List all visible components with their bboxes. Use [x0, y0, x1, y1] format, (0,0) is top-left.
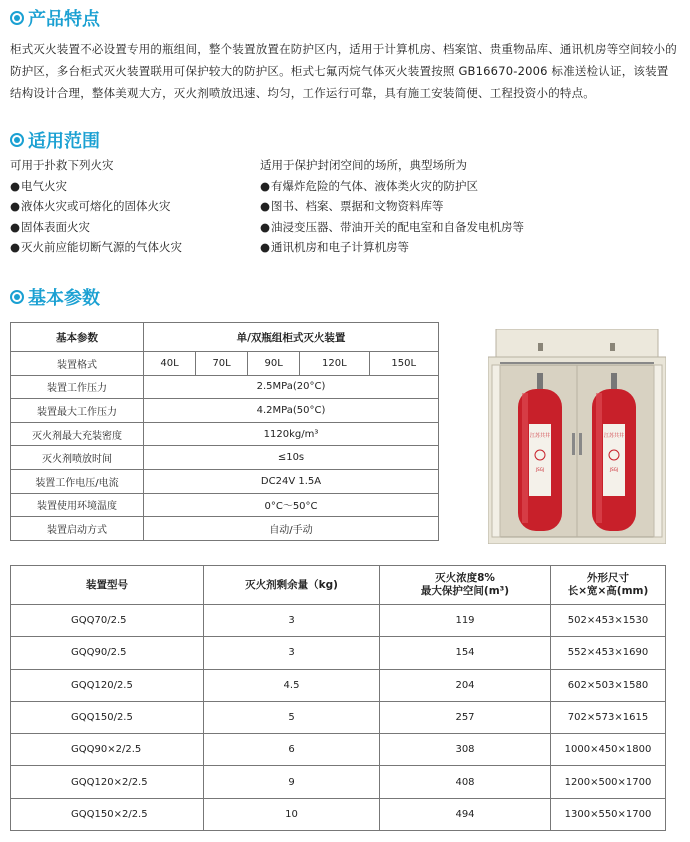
- table-cell: 灭火剂喷放时间: [11, 446, 144, 470]
- table-header-cell: 单/双瓶组柜式灭火装置: [144, 323, 439, 352]
- table-row: GQQ90×2/2.5 6 308 1000×450×1800: [11, 734, 666, 766]
- list-item: ● 固体表面火灾: [10, 217, 182, 238]
- table-header-row: [11, 323, 439, 352]
- list-item: ● 液体火灾或可熔化的固体火灾: [10, 196, 182, 217]
- models-table: [10, 565, 666, 831]
- table-cell: 150L: [369, 352, 439, 376]
- table-row: GQQ90/2.5 3 154 552×453×1690: [11, 637, 666, 669]
- tank-brand: JSGJ: [536, 467, 544, 472]
- table-row: [11, 446, 439, 470]
- list-item: ● 有爆炸危险的气体、液体类火灾的防护区: [260, 176, 524, 197]
- table-header-cell: 外形尺寸 长×宽×高(mm): [551, 566, 666, 605]
- table-cell: DC24V 1.5A: [144, 469, 439, 493]
- table-cell: 90L: [248, 352, 300, 376]
- scope-right-column: [260, 155, 524, 258]
- table-cell: 装置使用环境温度: [11, 493, 144, 517]
- section-title-scope: 适用范围: [10, 128, 100, 152]
- table-cell: 70L: [196, 352, 248, 376]
- table-row: GQQ70/2.5 3 119 502×453×1530: [11, 605, 666, 637]
- table-cell: 自动/手动: [144, 517, 439, 541]
- table-row: [11, 469, 439, 493]
- table-cell: ≤10s: [144, 446, 439, 470]
- table-row: GQQ150/2.5 5 257 702×573×1615: [11, 701, 666, 733]
- list-item: ● 图书、档案、票据和文物资料库等: [260, 196, 524, 217]
- list-item: ● 灭火前应能切断气源的气体火灾: [10, 237, 182, 258]
- scope-right-heading: 适用于保护封闭空间的场所，典型场所为: [260, 158, 467, 172]
- table-cell: 装置最大工作压力: [11, 399, 144, 423]
- circle-bullet-icon: [10, 11, 24, 25]
- table-cell: 40L: [144, 352, 196, 376]
- section-title-features: 产品特点: [10, 6, 100, 30]
- circle-bullet-icon: [10, 290, 24, 304]
- table-row: GQQ120×2/2.5 9 408 1200×500×1700: [11, 766, 666, 798]
- table-cell: 2.5MPa(20°C): [144, 375, 439, 399]
- table-row: GQQ150×2/2.5 10 494 1300×550×1700: [11, 798, 666, 830]
- table-cell: 装置启动方式: [11, 517, 144, 541]
- table-cell: 装置格式: [11, 352, 144, 376]
- table-row: [11, 422, 439, 446]
- table-header-cell: 灭火浓度8% 最大保护空间(m³): [380, 566, 551, 605]
- list-item: ● 电气火灾: [10, 176, 182, 197]
- table-header-cell: 基本参数: [11, 323, 144, 352]
- circle-bullet-icon: [10, 133, 24, 147]
- table-row: [11, 517, 439, 541]
- table-header-cell: 灭火剂剩余量（kg): [204, 566, 380, 605]
- table-header-row: [11, 566, 666, 605]
- table-cell: 装置工作电压/电流: [11, 469, 144, 493]
- tank-brand: JSGJ: [610, 467, 618, 472]
- scope-left-column: [10, 155, 182, 258]
- tank-right: [592, 373, 636, 531]
- table-cell: 0°C～50°C: [144, 493, 439, 517]
- table-row: [11, 493, 439, 517]
- table-cell: 装置工作压力: [11, 375, 144, 399]
- params-table: [10, 322, 439, 541]
- scope-left-heading: 可用于扑救下列火灾: [10, 158, 114, 172]
- table-cell: 灭火剂最大充装密度: [11, 422, 144, 446]
- table-row: [11, 399, 439, 423]
- table-row: GQQ120/2.5 4.5 204 602×503×1580: [11, 669, 666, 701]
- features-paragraph: 柜式灭火装置不必设置专用的瓶组间，整个装置放置在防护区内，适用于计算机房、档案馆、贵重物品库、通讯机房等空间较小的防护区，多台柜式灭火装置联用可保护较大的防护区。柜式七氟丙烷气体灭火装置按照 GB16670-2006 标准送检认证，该装置结构设计合理，整体美观大方，灭火剂喷放迅速、均匀，工作运行可靠，具有施工安装简便、工程投资小的特点。: [10, 42, 677, 100]
- cabinet-photo: [488, 329, 666, 544]
- table-header-cell: 装置型号: [11, 566, 204, 605]
- tank-label: 江苏共井: [529, 433, 551, 439]
- table-row: [11, 375, 439, 399]
- table-cell: 4.2MPa(50°C): [144, 399, 439, 423]
- list-item: ● 通讯机房和电子计算机房等: [260, 237, 524, 258]
- table-row: [11, 352, 439, 376]
- list-item: ● 油浸变压器、带油开关的配电室和自备发电机房等: [260, 217, 524, 238]
- tank-label: 江苏共井: [603, 433, 625, 439]
- section-title-params: 基本参数: [10, 285, 100, 309]
- tank-left: [518, 373, 562, 531]
- table-cell: 120L: [300, 352, 369, 376]
- table-cell: 1120kg/m³: [144, 422, 439, 446]
